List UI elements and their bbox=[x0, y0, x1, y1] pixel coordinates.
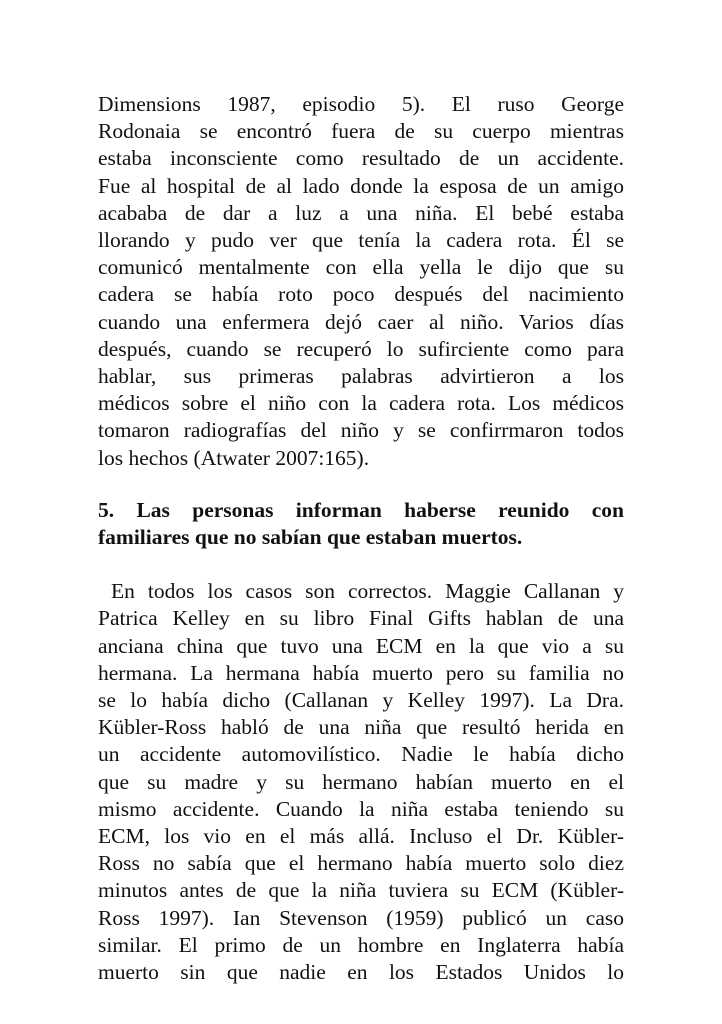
text-line: Ross no sabía que el hermano había muerto solo diez bbox=[98, 851, 624, 876]
text-line: tomaron radiografías del niño y se confirrmaron todos bbox=[98, 418, 624, 443]
text-line: Kübler-Ross habló de una niña que resultó herida en bbox=[98, 715, 624, 740]
text-line: Dimensions 1987, episodio 5). El ruso George bbox=[98, 92, 624, 116]
text-line: Ross 1997). Ian Stevenson (1959) publicó un caso bbox=[98, 905, 624, 930]
text-line: después, cuando se recuperó lo sufirciente como para bbox=[98, 336, 624, 361]
text-line: minutos antes de que la niña tuviera su ECM (Kübler- bbox=[98, 878, 624, 903]
text-line: acababa de dar a luz a una niña. El bebé estaba bbox=[98, 200, 624, 225]
text-line: hablar, sus primeras palabras advirtieron a los bbox=[98, 364, 624, 389]
text-line: similar. El primo de un hombre en Inglaterra había bbox=[98, 932, 624, 957]
text-line: Patrica Kelley en su libro Final Gifts hablan de una bbox=[98, 606, 624, 631]
text-line: se lo había dicho (Callanan y Kelley 1997). La Dra. bbox=[98, 688, 624, 713]
heading-line: familiares que no sabían que estaban muertos. bbox=[98, 525, 523, 550]
paragraph-rodonaia bbox=[98, 91, 624, 472]
text-line: un accidente automovilístico. Nadie le había dicho bbox=[98, 742, 624, 767]
text-line: médicos sobre el niño con la cadera rota. Los médicos bbox=[98, 391, 624, 416]
paragraph-familiares bbox=[98, 578, 624, 986]
text-line: llorando y pudo ver que tenía la cadera rota. Él se bbox=[98, 228, 624, 253]
heading-line: 5. Las personas informan haberse reunido con bbox=[98, 497, 624, 522]
text-line: los hechos (Atwater 2007:165). bbox=[98, 445, 370, 470]
text-line: Rodonaia se encontró fuera de su cuerpo mientras bbox=[98, 119, 624, 144]
text-line: Fue al hospital de al lado donde la esposa de un amigo bbox=[98, 173, 624, 198]
text-line: comunicó mentalmente con ella yella le dijo que su bbox=[98, 255, 624, 280]
text-line: ECM, los vio en el más allá. Incluso el Dr. Kübler- bbox=[98, 824, 624, 849]
text-line: anciana china que tuvo una ECM en la que vio a su bbox=[98, 633, 624, 658]
text-line: muerto sin que nadie en los Estados Unidos lo bbox=[98, 960, 624, 985]
text-line: hermana. La hermana había muerto pero su familia no bbox=[98, 660, 624, 685]
document-page bbox=[98, 91, 624, 986]
text-line: En todos los casos son correctos. Maggie Callanan y bbox=[98, 579, 624, 604]
text-line: estaba inconsciente como resultado de un accidente. bbox=[98, 146, 624, 171]
text-line: cadera se había roto poco después del nacimiento bbox=[98, 282, 624, 307]
text-line: que su madre y su hermano habían muerto en el bbox=[98, 769, 624, 794]
section-heading bbox=[98, 497, 624, 551]
text-line: cuando una enfermera dejó caer al niño. Varios días bbox=[98, 309, 624, 334]
text-line: mismo accidente. Cuando la niña estaba teniendo su bbox=[98, 796, 624, 821]
